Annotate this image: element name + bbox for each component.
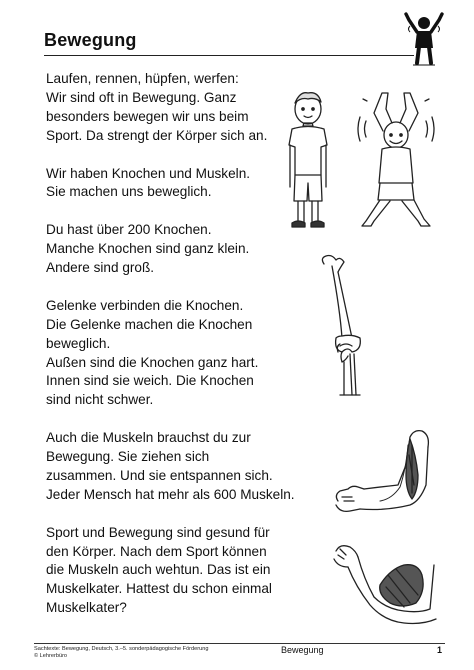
bone-joint-icon xyxy=(318,250,378,400)
footer-title: Bewegung xyxy=(281,645,324,655)
muscle-arm-icon xyxy=(330,525,445,630)
paragraph xyxy=(46,524,296,619)
text-line: Innen sind sie weich. Die Knochen xyxy=(46,373,254,389)
child-cheering-icon xyxy=(404,12,444,68)
text-line: Andere sind groß. xyxy=(46,260,155,276)
text-line: Laufen, rennen, hüpfen, werfen: xyxy=(46,71,239,86)
flexed-arm-icon xyxy=(330,425,445,525)
text-line: Muskelkater? xyxy=(46,600,127,616)
text-line: Muskelkater. Hattest du schon einmal xyxy=(46,581,272,597)
text-line: Sport. Da strengt der Körper sich an. xyxy=(46,127,268,143)
text-line: zusammen. Und sie entspannen sich. xyxy=(46,467,273,483)
footer-source xyxy=(34,646,208,660)
paragraph xyxy=(46,70,296,146)
text-line: Sie machen uns beweglich. xyxy=(46,184,212,200)
text-line: Die Gelenke machen die Knochen xyxy=(46,316,253,332)
text-line: Du hast über 200 Knochen. xyxy=(46,222,212,238)
text-line: Bewegung. Sie ziehen sich xyxy=(46,449,210,465)
text-line: Gelenke verbinden die Knochen. xyxy=(46,297,244,313)
text-line: Manche Knochen sind ganz klein. xyxy=(46,241,250,257)
text-line: Wir haben Knochen und Muskeln. xyxy=(46,165,251,181)
title-divider xyxy=(44,55,414,56)
page-number: 1 xyxy=(437,645,443,655)
body-text xyxy=(46,70,296,637)
text-line: Sport und Bewegung sind gesund für xyxy=(46,524,270,540)
text-line: die Muskeln auch wehtun. Das ist ein xyxy=(46,562,271,578)
text-line: besonders bewegen wir uns beim xyxy=(46,108,249,124)
text-line: sind nicht schwer. xyxy=(46,392,154,408)
text-line: Auch die Muskeln brauchst du zur xyxy=(46,430,251,446)
paragraph xyxy=(46,297,296,410)
paragraph xyxy=(46,221,296,278)
text-line: den Körper. Nach dem Sport können xyxy=(46,543,267,559)
text-line: beweglich. xyxy=(46,335,111,351)
paragraph xyxy=(46,165,296,203)
text-line: Wir sind oft in Bewegung. Ganz xyxy=(46,89,237,105)
footer-copyright: © Lehrerbüro xyxy=(34,653,68,659)
page-title: Bewegung xyxy=(44,30,137,50)
paragraph xyxy=(46,429,296,505)
footer-source-line: Sachtexte: Bewegung, Deutsch, 3.–5. sonderpädagogische Förderung xyxy=(34,646,209,652)
footer-divider xyxy=(34,643,445,644)
two-children-icon xyxy=(270,85,460,235)
text-line: Jeder Mensch hat mehr als 600 Muskeln. xyxy=(46,486,295,502)
text-line: Außen sind die Knochen ganz hart. xyxy=(46,354,259,370)
